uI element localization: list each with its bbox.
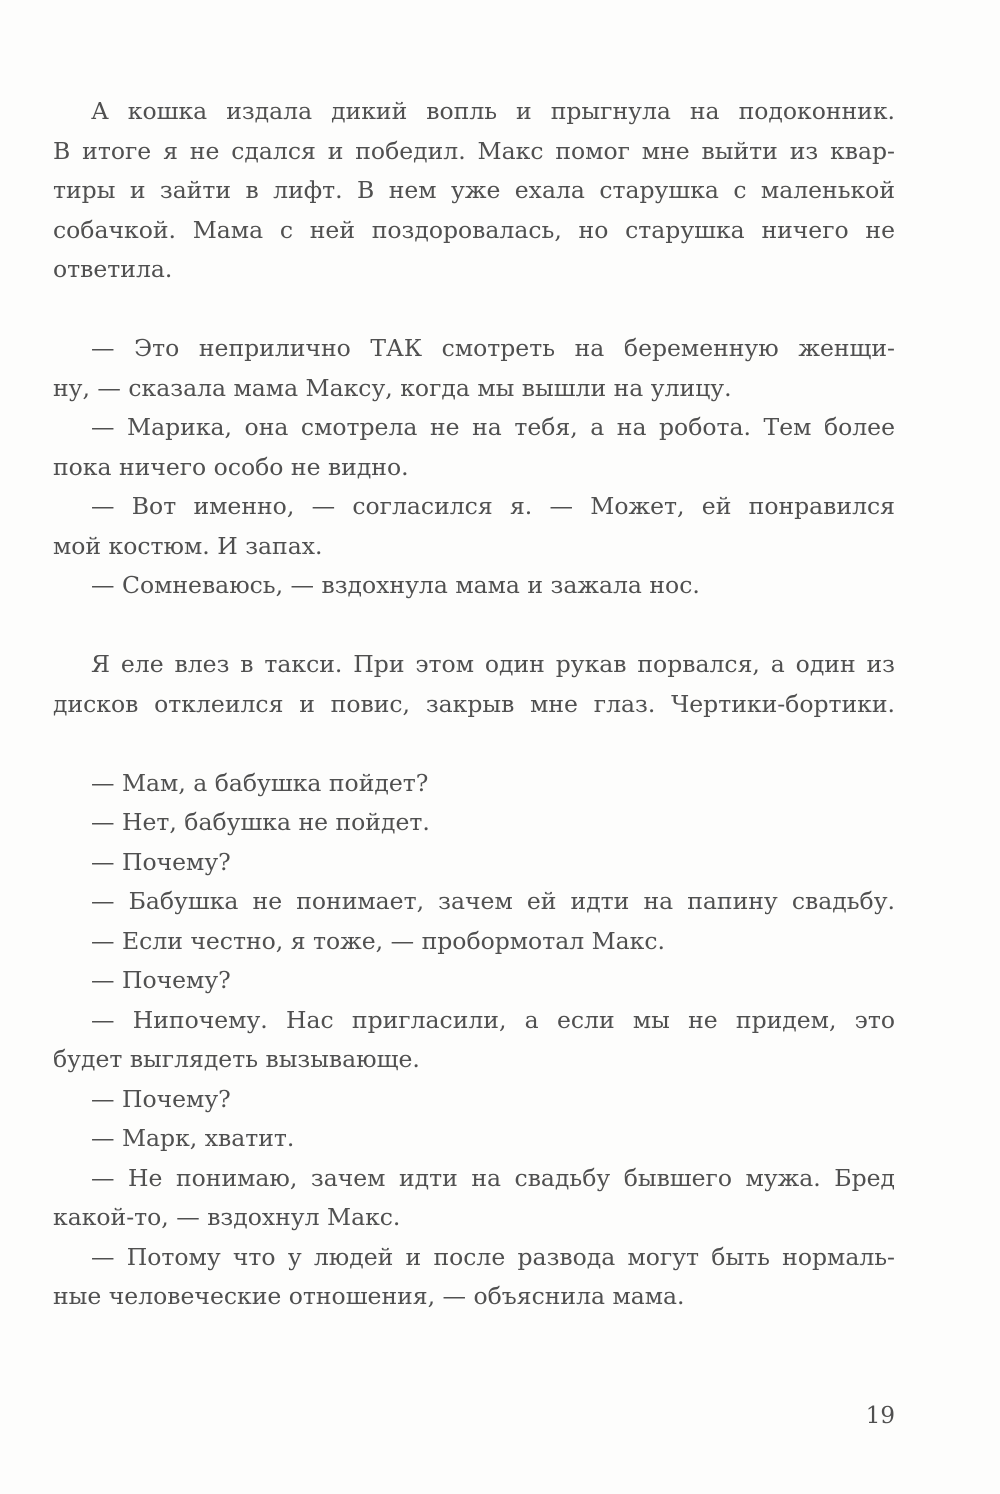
text-line: В итоге я не сдался и победил. Макс помог мне выйти из квар- — [53, 137, 895, 165]
text-line: — Мам, а бабушка пойдет? — [91, 769, 429, 797]
text-line: А кошка издала дикий вопль и прыгнула на подоконник. — [91, 97, 895, 125]
text-line: — Если честно, я тоже, — пробормотал Макс. — [91, 927, 666, 955]
page-number: 19 — [865, 1403, 895, 1429]
text-line: — Почему? — [91, 1085, 231, 1113]
text-line: — Это неприлично ТАК смотреть на беременную женщи- — [91, 334, 895, 362]
text-line: — Марика, она смотрела не на тебя, а на робота. Тем более — [91, 413, 895, 441]
text-line: тиры и зайти в лифт. В нем уже ехала старушка с маленькой — [53, 176, 895, 204]
text-line: — Нет, бабушка не пойдет. — [91, 808, 430, 836]
text-line: — Марк, хватит. — [91, 1124, 295, 1152]
text-line: — Сомневаюсь, — вздохнула мама и зажала нос. — [91, 571, 700, 599]
text-line: дисков отклеился и повис, закрыв мне глаз. Чертики-бортики. — [53, 690, 895, 718]
text-line: — Почему? — [91, 966, 231, 994]
text-line: какой-то, — вздохнул Макс. — [53, 1203, 401, 1231]
text-line: — Бабушка не понимает, зачем ей идти на папину свадьбу. — [91, 887, 895, 915]
text-line: — Вот именно, — согласился я. — Может, ей понравился — [91, 492, 895, 520]
text-line: — Не понимаю, зачем идти на свадьбу бывшего мужа. Бред — [91, 1164, 895, 1192]
text-line: ные человеческие отношения, — объяснила мама. — [53, 1282, 685, 1310]
text-line: собачкой. Мама с ней поздоровалась, но старушка ничего не — [53, 216, 895, 244]
text-line: — Нипочему. Нас пригласили, а если мы не придем, это — [91, 1006, 895, 1034]
text-line: Я еле влез в такси. При этом один рукав порвался, а один из — [91, 650, 895, 678]
text-line: ну, — сказала мама Максу, когда мы вышли на улицу. — [53, 374, 732, 402]
text-line: — Потому что у людей и после развода могут быть нормаль- — [91, 1243, 895, 1271]
text-line: — Почему? — [91, 848, 231, 876]
text-line: пока ничего особо не видно. — [53, 453, 409, 481]
text-line: мой костюм. И запах. — [53, 532, 323, 560]
text-line: ответила. — [53, 255, 173, 283]
text-line: будет выглядеть вызывающе. — [53, 1045, 420, 1073]
